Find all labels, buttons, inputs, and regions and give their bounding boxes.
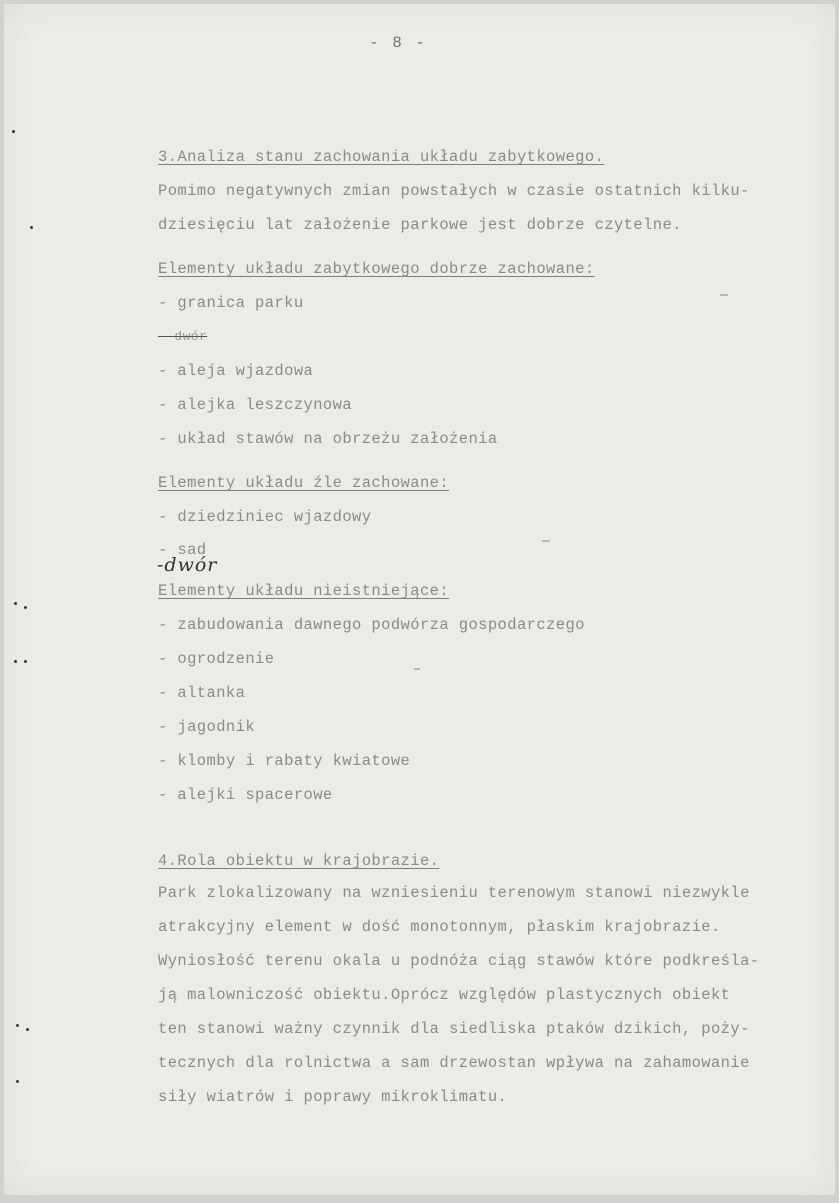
- good-item-alejka-leszczynowa: - alejka leszczynowa: [158, 396, 353, 414]
- bad-item-dziedziniec: - dziedziniec wjazdowy: [158, 508, 372, 526]
- scan-speck: [26, 1028, 29, 1031]
- missing-item-alejki: - alejki spacerowe: [158, 786, 333, 804]
- missing-item-ogrodzenie: - ogrodzenie: [158, 650, 275, 668]
- section-4-line-3: Wyniosłość terenu okala u podnóża ciąg stawów które podkreśla-: [158, 952, 760, 970]
- section-4-line-7: siły wiatrów i poprawy mikroklimatu.: [158, 1088, 508, 1106]
- section-4-heading: 4.Rola obiektu w krajobrazie.: [158, 852, 440, 870]
- section-3-heading: 3.Analiza stanu zachowania układu zabytkowego.: [158, 148, 605, 166]
- section-3-intro-line-2: dziesięciu lat założenie parkowe jest dobrze czytelne.: [158, 216, 682, 234]
- good-item-uklad-stawow: - układ stawów na obrzeżu założenia: [158, 430, 498, 448]
- scan-speck: [24, 606, 27, 609]
- page-number: - 8 -: [369, 34, 428, 52]
- good-item-granica-parku: - granica parku: [158, 294, 304, 312]
- scan-speck: [16, 1024, 19, 1027]
- handwritten-dwor-note: -dwór: [157, 554, 218, 576]
- bad-item-sad: - sad: [158, 541, 207, 559]
- section-4-line-6: tecznych dla rolnictwa a sam drzewostan wpływa na zahamowanie: [158, 1054, 750, 1072]
- section-4-line-1: Park zlokalizowany na wzniesieniu terenowym stanowi niezwykle: [158, 884, 750, 902]
- bad-elements-heading: Elementy układu źle zachowane:: [158, 474, 450, 492]
- scan-speck: [16, 1080, 19, 1083]
- scan-speck: [24, 660, 27, 663]
- good-elements-heading: Elementy układu zabytkowego dobrze zachowane:: [158, 260, 595, 278]
- scan-speck: [12, 130, 15, 133]
- missing-item-jagodnik: - jagodnik: [158, 718, 256, 736]
- scan-mark: [542, 540, 550, 542]
- scan-speck: [14, 660, 17, 663]
- section-4-line-2: atrakcyjny element w dość monotonnym, płaskim krajobrazie.: [158, 918, 721, 936]
- missing-elements-heading: Elementy układu nieistniejące:: [158, 582, 450, 600]
- good-item-dwor-crossed-out: - dwór: [158, 329, 208, 344]
- good-item-aleja-wjazdowa: - aleja wjazdowa: [158, 362, 314, 380]
- missing-item-klomby: - klomby i rabaty kwiatowe: [158, 752, 411, 770]
- scan-speck: [14, 602, 17, 605]
- section-4-line-4: ją malowniczość obiektu.Oprócz względów plastycznych obiekt: [158, 986, 731, 1004]
- section-3-intro-line-1: Pomimo negatywnych zmian powstałych w czasie ostatnich kilku-: [158, 182, 750, 200]
- scan-mark: [414, 668, 420, 670]
- document-page: [4, 4, 835, 1195]
- scan-mark: [720, 294, 728, 296]
- missing-item-altanka: - altanka: [158, 684, 246, 702]
- missing-item-zabudowania: - zabudowania dawnego podwórza gospodarczego: [158, 616, 585, 634]
- scan-speck: [30, 226, 33, 229]
- section-4-line-5: ten stanowi ważny czynnik dla siedliska ptaków dzikich, poży-: [158, 1020, 750, 1038]
